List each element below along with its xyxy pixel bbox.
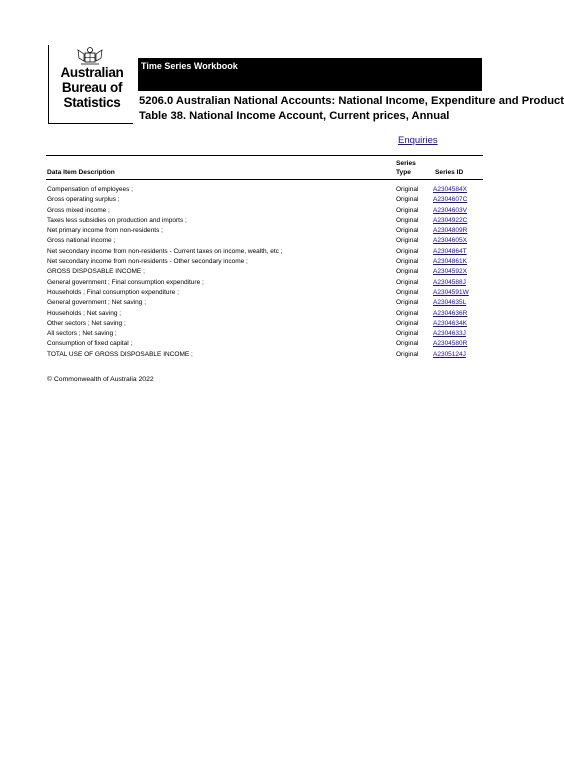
data-item-description: General government ; Final consumption expenditure ; — [47, 278, 204, 286]
table-row — [0, 309, 550, 319]
series-id-link[interactable]: A2304861K — [433, 258, 467, 266]
series-id-link[interactable]: A2304584X — [433, 186, 467, 193]
series-type: Original — [396, 299, 419, 307]
column-header-series-type: Series Type — [396, 160, 416, 176]
coat-of-arms-icon — [75, 46, 105, 66]
catalogue-title: 5206.0 Australian National Accounts: National Income, Expenditure and Product — [139, 95, 564, 107]
data-item-description: General government ; Net saving ; — [47, 299, 146, 307]
table-row — [0, 288, 550, 298]
series-id-link[interactable]: A2305124J — [433, 350, 466, 358]
table-row — [0, 257, 550, 267]
table-row — [0, 298, 550, 308]
series-id-link[interactable]: A2304580R — [433, 340, 468, 348]
column-header-description: Data Item Description — [47, 169, 115, 176]
table-row — [0, 278, 550, 288]
series-type: Original — [396, 268, 419, 276]
header-bottom-rule — [46, 179, 483, 180]
table-row — [0, 236, 550, 246]
series-type: Original — [396, 237, 419, 245]
data-item-description: Compensation of employees ; — [47, 186, 133, 193]
copyright-notice: © Commonwealth of Australia 2022 — [47, 376, 154, 383]
series-type: Original — [396, 340, 419, 348]
table-row — [0, 339, 550, 349]
enquiries-link[interactable]: Enquiries — [398, 135, 438, 146]
data-item-description: Households ; Final consumption expenditure ; — [47, 288, 179, 296]
abs-logo — [48, 45, 133, 124]
series-type: Original — [396, 216, 419, 224]
data-item-description: Net secondary income from non-residents - Current taxes on income, wealth, etc ; — [47, 247, 283, 255]
column-header-series-id: Series ID — [435, 169, 464, 176]
data-item-description: Gross national income ; — [47, 237, 116, 245]
series-type: Original — [396, 350, 419, 358]
series-id-link[interactable]: A2304809R — [433, 227, 468, 235]
series-id-link[interactable]: A2304588J — [433, 278, 466, 286]
table-row — [0, 329, 550, 339]
logo-line-1: Australian — [60, 65, 124, 80]
workbook-banner — [138, 58, 482, 91]
data-item-description: Other sectors ; Net saving ; — [47, 319, 126, 327]
data-item-description: Gross mixed income ; — [47, 206, 110, 214]
table-row — [0, 216, 550, 226]
series-id-link[interactable]: A2304603V — [433, 206, 467, 214]
logo-text — [53, 65, 131, 110]
series-type: Original — [396, 247, 419, 255]
series-id-link[interactable]: A2304922C — [433, 216, 468, 224]
data-item-description: Net primary income from non-residents ; — [47, 227, 163, 235]
series-type: Original — [396, 288, 419, 296]
header-top-rule — [46, 155, 483, 156]
series-id-link[interactable]: A2304634K — [433, 319, 467, 327]
series-type: Original — [396, 186, 419, 193]
data-item-description: Net secondary income from non-residents - Other secondary income ; — [47, 258, 248, 266]
data-item-description: GROSS DISPOSABLE INCOME ; — [47, 268, 145, 276]
table-row — [0, 267, 550, 277]
data-item-description: All sectors ; Net saving ; — [47, 330, 117, 338]
table-row — [0, 185, 550, 195]
series-type: Original — [396, 196, 419, 204]
series-type: Original — [396, 319, 419, 327]
banner-title: Time Series Workbook — [141, 61, 238, 71]
series-type: Original — [396, 278, 419, 286]
logo-line-2: Bureau of — [61, 80, 123, 95]
data-item-description: Households ; Net saving ; — [47, 309, 122, 317]
series-id-link[interactable]: A2304592X — [433, 268, 467, 276]
series-type: Original — [396, 258, 419, 266]
series-type: Original — [396, 330, 419, 338]
series-type: Original — [396, 227, 419, 235]
table-row — [0, 350, 550, 360]
data-item-description: Taxes less subsidies on production and imports ; — [47, 216, 187, 224]
series-table — [0, 185, 550, 360]
series-id-link[interactable]: A2304636R — [433, 309, 468, 317]
series-type: Original — [396, 309, 419, 317]
series-id-link[interactable]: A2304633J — [433, 330, 466, 338]
table-row — [0, 247, 550, 257]
table-row — [0, 195, 550, 205]
data-item-description: Gross operating surplus ; — [47, 196, 120, 204]
series-id-link[interactable]: A2304607C — [433, 196, 468, 204]
data-item-description: Consumption of fixed capital ; — [47, 340, 133, 348]
table-row — [0, 226, 550, 236]
logo-line-3: Statistics — [63, 95, 121, 110]
data-item-description: TOTAL USE OF GROSS DISPOSABLE INCOME ; — [47, 350, 193, 358]
series-type: Original — [396, 206, 419, 214]
series-id-link[interactable]: A2304591W — [433, 288, 469, 296]
series-id-link[interactable]: A2304635L — [433, 299, 467, 307]
table-row — [0, 319, 550, 329]
table-row — [0, 206, 550, 216]
series-id-link[interactable]: A2304864T — [433, 247, 467, 255]
table-title: Table 38. National Income Account, Current prices, Annual — [139, 110, 450, 122]
series-id-link[interactable]: A2304605X — [433, 237, 467, 245]
